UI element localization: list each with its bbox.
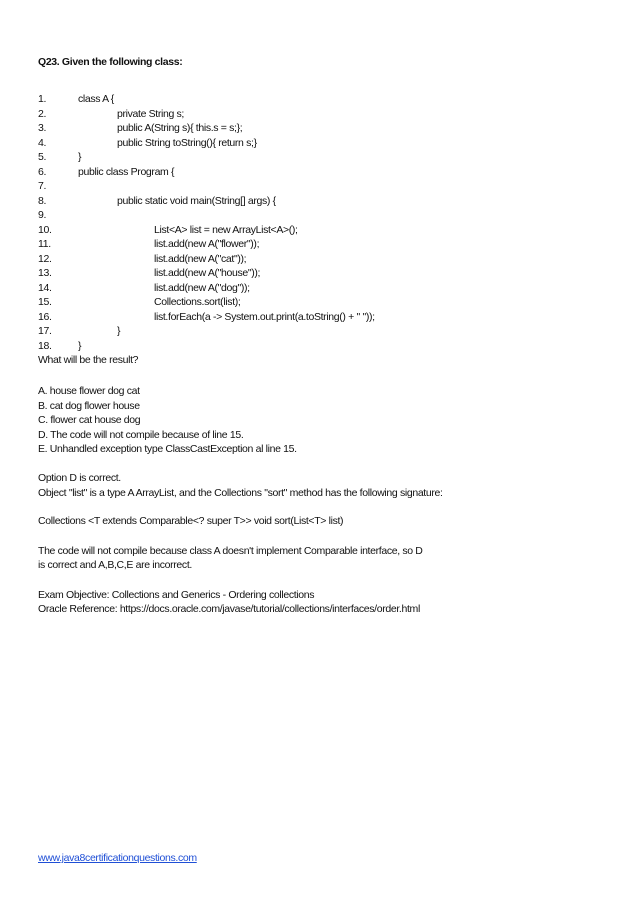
line-number: 2. (38, 107, 47, 120)
line-code: Collections.sort(list); (154, 296, 241, 308)
code-line (38, 165, 598, 180)
line-number: 15. (38, 296, 52, 308)
code-line (38, 223, 598, 238)
code-line (38, 179, 598, 194)
line-code: List<A> list = new ArrayList<A>(); (154, 223, 298, 236)
line-code: } (117, 325, 121, 337)
method-signature: Collections <T extends Comparable<? super T>> void sort(List<T> list) (38, 515, 344, 527)
line-number: 1. (38, 93, 47, 105)
line-number: 7. (38, 180, 47, 192)
code-listing (38, 92, 598, 353)
code-line (38, 92, 598, 107)
line-number: 16. (38, 310, 52, 323)
line-number: 9. (38, 209, 47, 221)
code-line (38, 107, 598, 122)
option-a: A. house flower dog cat (38, 385, 140, 397)
line-code: class A { (78, 93, 114, 105)
option-d: D. The code will not compile because of line 15. (38, 428, 244, 441)
line-code: list.add(new A("house")); (154, 267, 261, 279)
code-line (38, 136, 598, 151)
line-number: 12. (38, 252, 52, 265)
line-code: public String toString(){ return s;} (117, 136, 257, 149)
line-code: public A(String s){ this.s = s;}; (117, 122, 243, 134)
code-line (38, 324, 598, 339)
line-number: 6. (38, 165, 47, 178)
line-code: list.add(new A("flower")); (154, 238, 260, 250)
option-b: B. cat dog flower house (38, 399, 140, 412)
line-number: 4. (38, 136, 47, 149)
line-code: list.add(new A("dog")); (154, 281, 250, 294)
option-c: C. flower cat house dog (38, 414, 141, 426)
line-code: list.add(new A("cat")); (154, 252, 247, 265)
line-number: 10. (38, 223, 52, 236)
option-e: E. Unhandled exception type ClassCastException al line 15. (38, 443, 297, 455)
question-prompt: What will be the result? (38, 354, 139, 366)
code-line (38, 295, 598, 310)
code-line (38, 310, 598, 325)
explanation-line-3: is correct and A,B,C,E are incorrect. (38, 559, 192, 571)
explanation-line-2: The code will not compile because class A doesn't implement Comparable interface, so D (38, 544, 423, 557)
exam-objective: Exam Objective: Collections and Generics - Ordering collections (38, 588, 315, 601)
code-line (38, 208, 598, 223)
line-number: 14. (38, 281, 52, 294)
line-code: public class Program { (78, 165, 175, 178)
line-number: 5. (38, 151, 47, 163)
code-line (38, 194, 598, 209)
line-number: 8. (38, 194, 47, 207)
code-line (38, 281, 598, 296)
line-code: public static void main(String[] args) { (117, 194, 276, 207)
code-line (38, 237, 598, 252)
code-line (38, 252, 598, 267)
line-number: 18. (38, 339, 52, 352)
code-line (38, 121, 598, 136)
line-number: 13. (38, 267, 52, 279)
oracle-reference: Oracle Reference: https://docs.oracle.com/javase/tutorial/collections/interfaces/order.html (38, 603, 420, 615)
line-code: } (78, 151, 82, 163)
line-number: 3. (38, 122, 47, 134)
line-code: list.forEach(a -> System.out.print(a.toString() + " ")); (154, 310, 375, 323)
line-number: 17. (38, 325, 52, 337)
code-line (38, 150, 598, 165)
line-number: 11. (38, 238, 51, 250)
explanation-line-1: Object "list" is a type A ArrayList, and the Collections "sort" method has the following signature: (38, 486, 443, 499)
line-code: private String s; (117, 107, 184, 120)
correct-answer: Option D is correct. (38, 472, 121, 484)
question-title: Q23. Given the following class: (38, 56, 183, 68)
line-code: } (78, 339, 82, 352)
code-line (38, 266, 598, 281)
code-line (38, 339, 598, 354)
footer-link[interactable]: www.java8certificationquestions.com (38, 852, 197, 864)
